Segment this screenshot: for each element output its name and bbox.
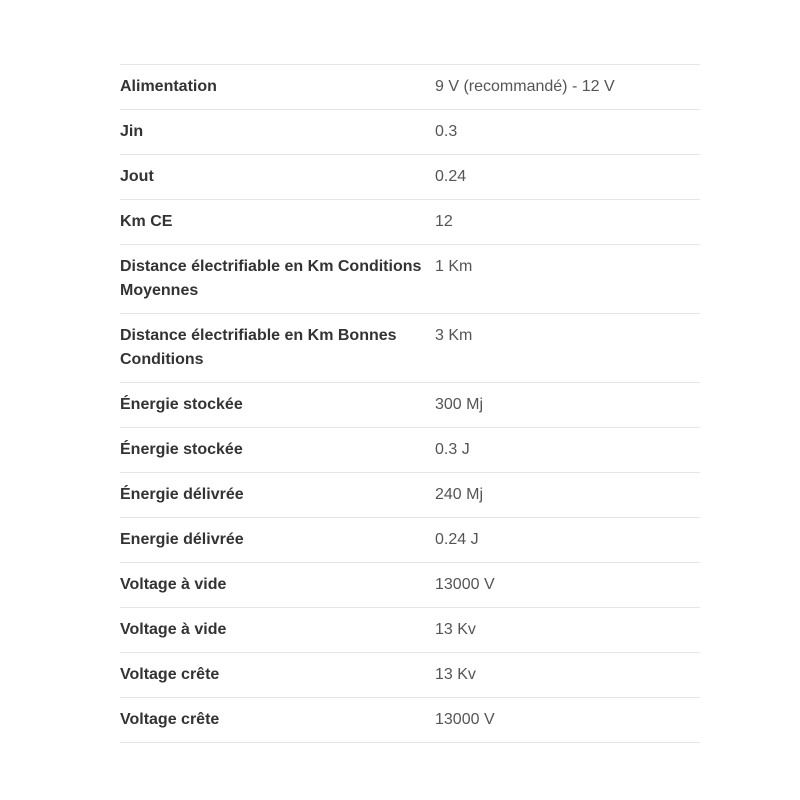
spec-label: Energie délivrée	[120, 531, 244, 548]
spec-value: 9 V (recommandé) - 12 V	[435, 78, 615, 95]
table-row	[120, 473, 700, 518]
table-row	[120, 698, 700, 743]
table-row	[120, 155, 700, 200]
spec-label: Énergie délivrée	[120, 486, 244, 503]
spec-table	[120, 64, 700, 743]
spec-value: 13 Kv	[435, 666, 476, 683]
spec-label: Distance électrifiable en Km Bonnes Conditions	[120, 327, 397, 368]
spec-label: Voltage à vide	[120, 621, 227, 638]
table-row	[120, 314, 700, 383]
spec-label: Voltage crête	[120, 666, 220, 683]
spec-label: Voltage à vide	[120, 576, 227, 593]
table-row	[120, 608, 700, 653]
spec-value: 13 Kv	[435, 621, 476, 638]
table-row	[120, 383, 700, 428]
spec-value: 240 Mj	[435, 486, 484, 503]
table-row	[120, 563, 700, 608]
spec-value: 300 Mj	[435, 396, 484, 413]
table-row	[120, 65, 700, 110]
spec-label: Km CE	[120, 213, 173, 230]
spec-value: 0.3 J	[435, 441, 470, 458]
table-row	[120, 245, 700, 314]
spec-value: 0.24	[435, 168, 467, 185]
spec-value: 13000 V	[435, 576, 495, 593]
spec-value: 13000 V	[435, 711, 495, 728]
spec-label: Alimentation	[120, 78, 217, 95]
table-row	[120, 518, 700, 563]
spec-label: Distance électrifiable en Km Conditions Moyennes	[120, 258, 422, 299]
spec-value: 1 Km	[435, 258, 473, 275]
spec-value: 0.3	[435, 123, 458, 140]
spec-value: 0.24 J	[435, 531, 479, 548]
table-row	[120, 428, 700, 473]
table-row	[120, 110, 700, 155]
spec-table-body	[120, 65, 700, 743]
spec-value: 12	[435, 213, 453, 230]
table-row	[120, 653, 700, 698]
table-row	[120, 200, 700, 245]
spec-label: Voltage crête	[120, 711, 220, 728]
spec-value: 3 Km	[435, 327, 473, 344]
spec-label: Jout	[120, 168, 154, 185]
spec-label: Jin	[120, 123, 144, 140]
spec-label: Énergie stockée	[120, 396, 243, 413]
spec-label: Énergie stockée	[120, 441, 243, 458]
